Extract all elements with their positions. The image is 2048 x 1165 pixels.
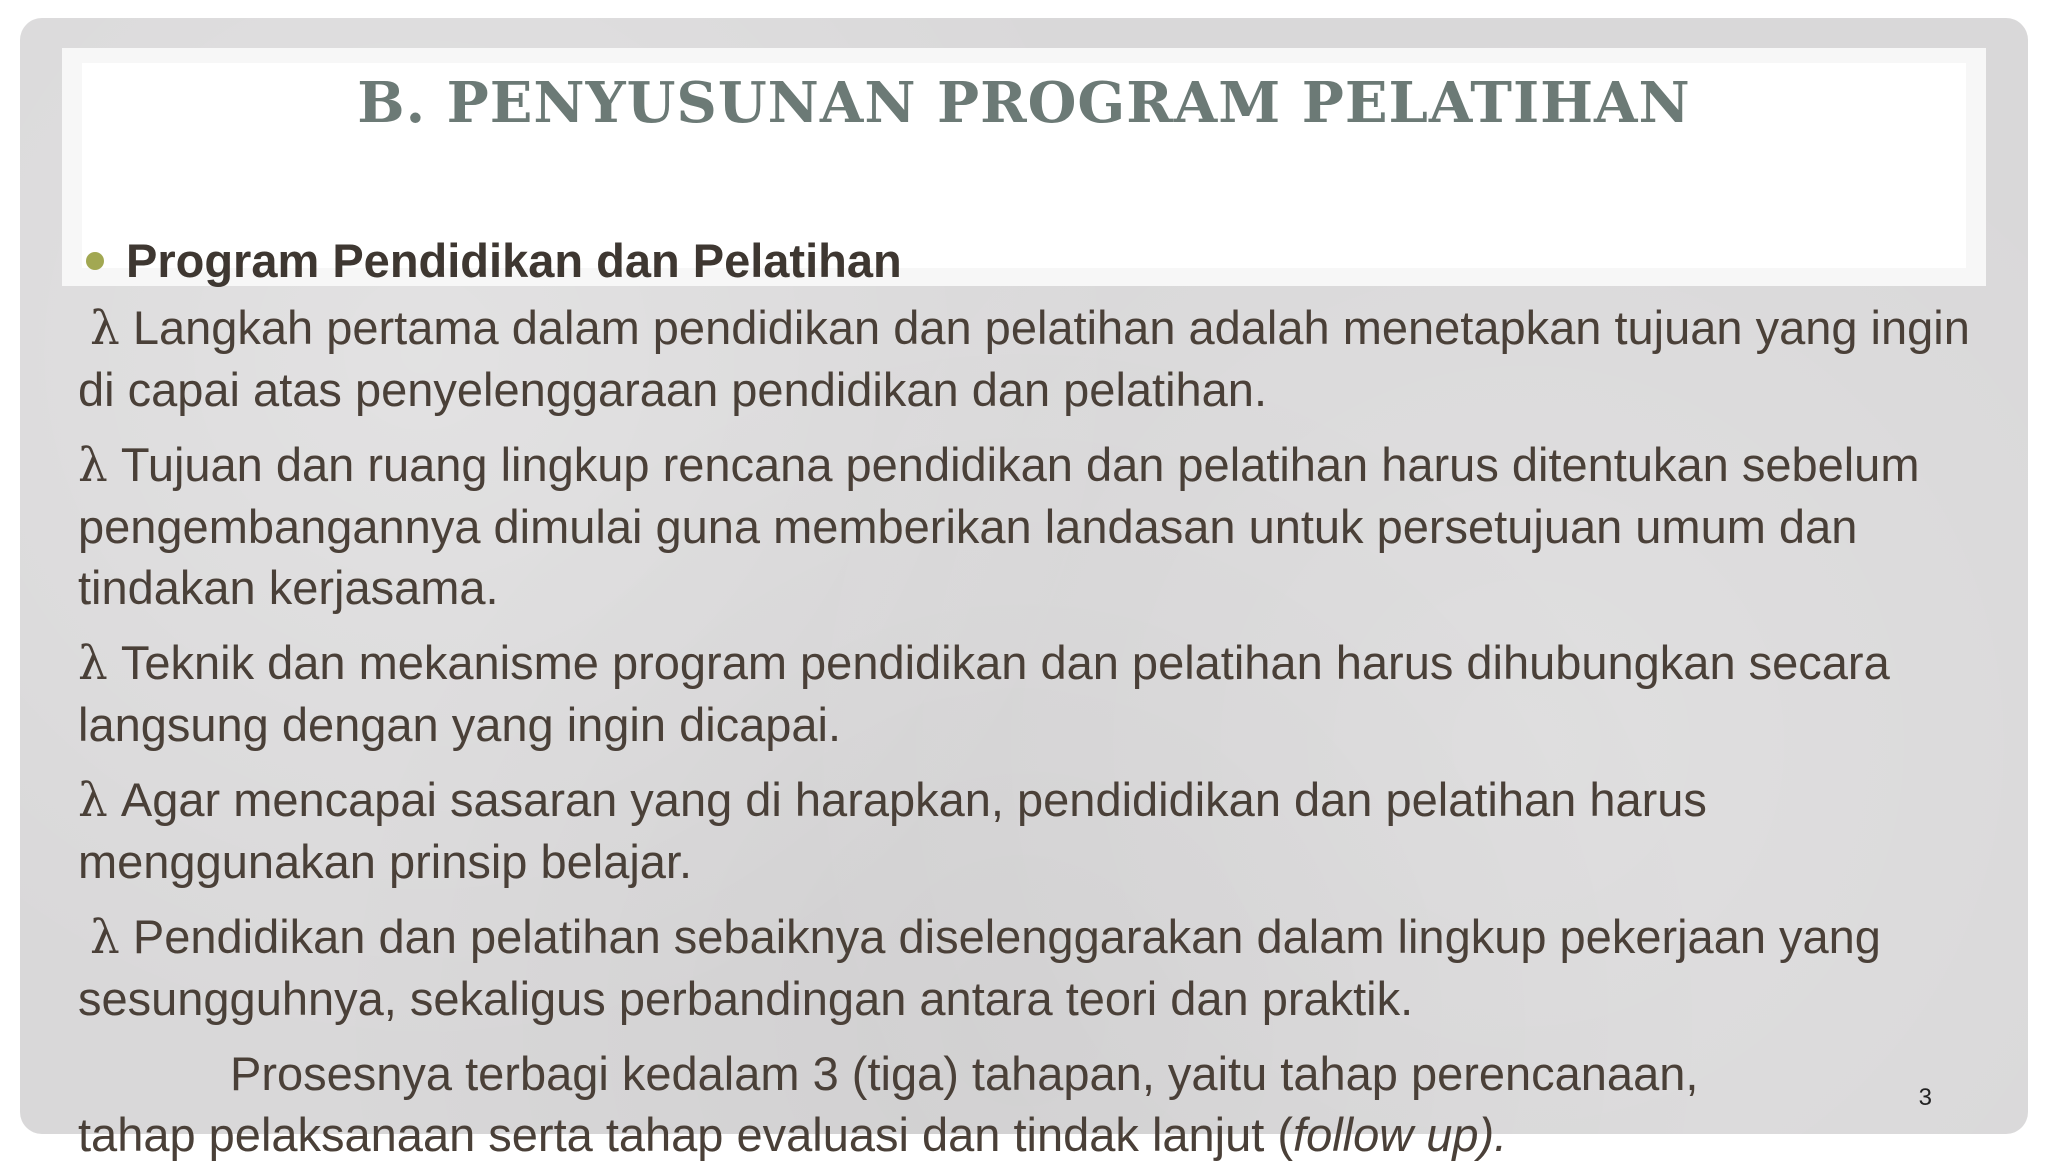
heading-text: Program Pendidikan dan Pelatihan bbox=[126, 234, 902, 287]
bullet-heading bbox=[78, 230, 1978, 291]
slide-title: B. PENYUSUNAN PROGRAM PELATIHAN bbox=[357, 70, 1691, 136]
point-text: Pendidikan dan pelatihan sebaiknya diselenggarakan dalam lingkup pekerjaan yang sesungguhnya, sekaligus perbandingan antara teori dan praktik. bbox=[78, 910, 1881, 1025]
page-number: 3 bbox=[1918, 1084, 1932, 1111]
point-text: Agar mencapai sasaran yang di harapkan, pendididikan dan pelatihan harus menggunakan prinsip belajar. bbox=[78, 773, 1707, 888]
lambda-icon: λ bbox=[78, 773, 108, 828]
closing-line-1: Prosesnya terbagi kedalam 3 (tiga) tahapan, yaitu tahap perencanaan, bbox=[230, 1047, 1699, 1100]
slide bbox=[20, 18, 2028, 1161]
closing-line-2: tahap pelaksanaan serta tahap evaluasi dan tindak lanjut ( bbox=[78, 1108, 1294, 1161]
point-2 bbox=[78, 434, 1978, 618]
point-text: Tujuan dan ruang lingkup rencana pendidikan dan pelatihan harus ditentukan sebelum pengembangannya dimulai guna memberikan landasan untuk persetujuan umum dan tindakan kerjasama. bbox=[78, 438, 1920, 614]
point-1 bbox=[78, 297, 1978, 420]
closing-paragraph bbox=[78, 1043, 1978, 1165]
point-3 bbox=[78, 632, 1978, 755]
point-text: Langkah pertama dalam pendidikan dan pelatihan adalah menetapkan tujuan yang ingin di capai atas penyelenggaraan pendidikan dan pelatihan. bbox=[78, 301, 1970, 416]
bullet-dot-icon bbox=[86, 252, 104, 270]
lambda-icon: λ bbox=[90, 301, 120, 356]
point-4 bbox=[78, 769, 1978, 892]
lambda-icon: λ bbox=[90, 910, 120, 965]
point-5 bbox=[78, 906, 1978, 1029]
closing-line-2-italic: follow up). bbox=[1293, 1108, 1508, 1161]
lambda-icon: λ bbox=[78, 438, 108, 493]
point-text: Teknik dan mekanisme program pendidikan dan pelatihan harus dihubungkan secara langsung dengan yang ingin dicapai. bbox=[78, 636, 1890, 751]
slide-body bbox=[78, 230, 1978, 1165]
lambda-icon: λ bbox=[78, 636, 108, 691]
